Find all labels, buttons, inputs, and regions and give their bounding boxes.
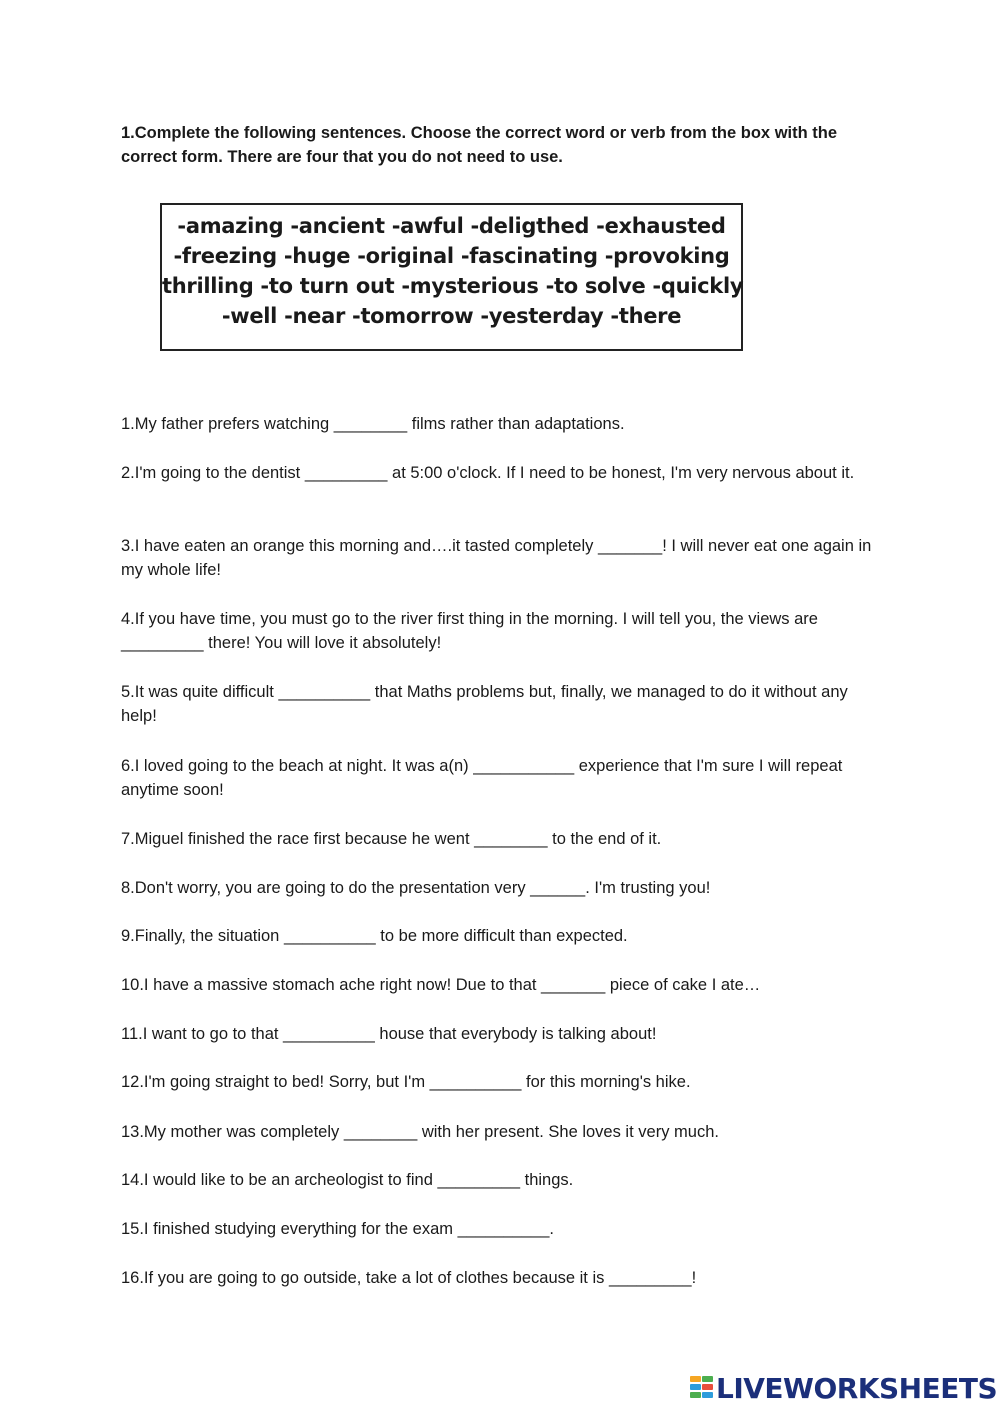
sentence-4: 4.If you have time, you must go to the river first thing in the morning. I will tell you, the views are _________ there! You will love it absolutely!: [121, 610, 818, 652]
sentence-7: 7.Miguel finished the race first because he went ________ to the end of it.: [121, 830, 662, 848]
sentence-8: 8.Don't worry, you are going to do the presentation very ______. I'm trusting you!: [121, 879, 711, 897]
sentence-6: 6.I loved going to the beach at night. It was a(n) ___________ experience that I'm sure I will repeat anytime soon!: [121, 757, 843, 799]
word-bank-box: [160, 203, 743, 351]
logo-text: LIVEWORKSHEETS: [716, 1371, 998, 1405]
word-bank-line: thrilling -to turn out -mysterious -to solve -quickly: [162, 274, 744, 298]
sentence-11: 11.I want to go to that __________ house that everybody is talking about!: [121, 1025, 657, 1043]
sentence-10: 10.I have a massive stomach ache right now! Due to that _______ piece of cake I ate…: [121, 976, 761, 994]
sentence-15: 15.I finished studying everything for the exam __________.: [121, 1220, 554, 1238]
sentence-13: 13.My mother was completely ________ with her present. She loves it very much.: [121, 1123, 719, 1141]
sentence-9: 9.Finally, the situation __________ to be more difficult than expected.: [121, 927, 628, 945]
word-bank-line: -well -near -tomorrow -yesterday -there: [221, 304, 682, 328]
sentence-5: 5.It was quite difficult __________ that Maths problems but, finally, we managed to do it without any help!: [121, 683, 848, 725]
liveworksheets-logo: [690, 1371, 997, 1405]
sentence-16: 16.If you are going to go outside, take a lot of clothes because it is _________!: [121, 1269, 697, 1287]
word-bank-line: -amazing -ancient -awful -deligthed -exhausted: [177, 214, 726, 238]
instructions-heading: 1.Complete the following sentences. Choose the correct word or verb from the box with the correct form. There are four that you do not need to use.: [121, 124, 838, 166]
sentence-3: 3.I have eaten an orange this morning and….it tasted completely _______! I will never eat one again in my whole life!: [121, 537, 872, 579]
word-bank-line: -freezing -huge -original -fascinating -provoking: [173, 244, 730, 268]
sentence-12: 12.I'm going straight to bed! Sorry, but I'm __________ for this morning's hike.: [121, 1073, 691, 1091]
sentence-1: 1.My father prefers watching ________ films rather than adaptations.: [121, 415, 625, 433]
sentence-14: 14.I would like to be an archeologist to find _________ things.: [121, 1171, 574, 1189]
liveworksheets-logo-icon: [690, 1374, 714, 1402]
sentence-2: 2.I'm going to the dentist _________ at 5:00 o'clock. If I need to be honest, I'm very nervous about it.: [121, 464, 855, 482]
